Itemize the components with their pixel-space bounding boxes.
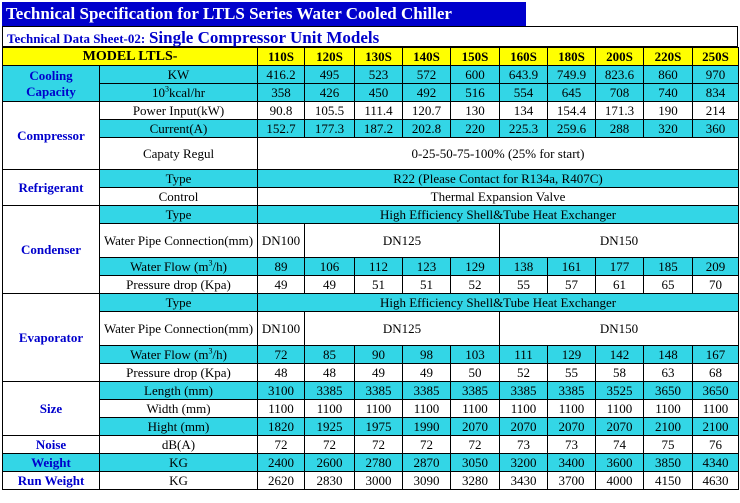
row-kw xyxy=(3,66,739,84)
value-cell: 2400 xyxy=(258,454,305,472)
value-cell: 177.3 xyxy=(305,120,355,138)
value-cell: 3385 xyxy=(403,382,451,400)
value-cell: 645 xyxy=(548,84,596,102)
row-capacity-regul xyxy=(3,138,739,170)
row-cond-pipe xyxy=(3,224,739,258)
value-cell: 1100 xyxy=(548,400,596,418)
value-cell: 3100 xyxy=(258,382,305,400)
value-cell: 49 xyxy=(305,276,355,294)
evap-type-value: High Efficiency Shell&Tube Heat Exchanger xyxy=(258,294,739,312)
row-label: Current(A) xyxy=(100,120,258,138)
model-col: 120S xyxy=(305,48,355,66)
section-condenser: Condenser xyxy=(3,206,100,294)
row-label: Length (mm) xyxy=(100,382,258,400)
value-cell: 1100 xyxy=(305,400,355,418)
value-cell: 2070 xyxy=(500,418,548,436)
value-cell: 49 xyxy=(258,276,305,294)
value-cell: 834 xyxy=(693,84,739,102)
value-cell: 74 xyxy=(596,436,644,454)
row-label: Type xyxy=(100,294,258,312)
value-cell: 49 xyxy=(403,364,451,382)
row-label: Power Input(kW) xyxy=(100,102,258,120)
control-value: Thermal Expansion Valve xyxy=(258,188,739,206)
row-refrig-type xyxy=(3,170,739,188)
value-cell: 75 xyxy=(644,436,693,454)
value-cell: 73 xyxy=(500,436,548,454)
value-cell: 4340 xyxy=(693,454,739,472)
value-cell: 3385 xyxy=(500,382,548,400)
label-sup: 3 xyxy=(208,258,213,268)
value-cell: 161 xyxy=(548,258,596,276)
model-col: 130S xyxy=(355,48,403,66)
value-cell: 495 xyxy=(305,66,355,84)
value-cell: 450 xyxy=(355,84,403,102)
section-size: Size xyxy=(3,382,100,436)
subtitle-prefix: Technical Data Sheet-02: xyxy=(7,31,146,46)
model-col: 200S xyxy=(596,48,644,66)
pipe-dn150: DN150 xyxy=(500,224,739,258)
value-cell: 426 xyxy=(305,84,355,102)
value-cell: 3430 xyxy=(500,472,548,490)
value-cell: 358 xyxy=(258,84,305,102)
value-cell: 85 xyxy=(305,346,355,364)
row-evap-type xyxy=(3,294,739,312)
row-label: dB(A) xyxy=(100,436,258,454)
row-evap-drop xyxy=(3,364,739,382)
value-cell: 3385 xyxy=(548,382,596,400)
subtitle-main: Single Compressor Unit Models xyxy=(148,28,380,47)
value-cell: 3650 xyxy=(644,382,693,400)
value-cell: 52 xyxy=(500,364,548,382)
value-cell: 49 xyxy=(355,364,403,382)
model-col: 110S xyxy=(258,48,305,66)
value-cell: 1925 xyxy=(305,418,355,436)
value-cell: 3050 xyxy=(451,454,500,472)
value-cell: 72 xyxy=(355,436,403,454)
pipe-dn100: DN100 xyxy=(258,224,305,258)
value-cell: 111 xyxy=(500,346,548,364)
row-kcal xyxy=(3,84,739,102)
value-cell: 50 xyxy=(451,364,500,382)
value-cell: 1100 xyxy=(596,400,644,418)
row-run-weight xyxy=(3,472,739,490)
capacity-regul-value: 0-25-50-75-100% (25% for start) xyxy=(258,138,739,170)
row-label: Width (mm) xyxy=(100,400,258,418)
section-refrigerant: Refrigerant xyxy=(3,170,100,206)
value-cell: 48 xyxy=(258,364,305,382)
value-cell: 2600 xyxy=(305,454,355,472)
value-cell: 3385 xyxy=(451,382,500,400)
value-cell: 4150 xyxy=(644,472,693,490)
label-part: /h) xyxy=(212,347,227,362)
value-cell: 72 xyxy=(305,436,355,454)
value-cell: 72 xyxy=(403,436,451,454)
value-cell: 57 xyxy=(548,276,596,294)
row-label: Pressure drop (Kpa) xyxy=(100,364,258,382)
value-cell: 152.7 xyxy=(258,120,305,138)
value-cell: 1100 xyxy=(644,400,693,418)
row-cond-drop xyxy=(3,276,739,294)
value-cell: 554 xyxy=(500,84,548,102)
model-col: 140S xyxy=(403,48,451,66)
value-cell: 572 xyxy=(403,66,451,84)
section-compressor: Compressor xyxy=(3,102,100,170)
value-cell: 130 xyxy=(451,102,500,120)
value-cell: 202.8 xyxy=(403,120,451,138)
value-cell: 111.4 xyxy=(355,102,403,120)
value-cell: 288 xyxy=(596,120,644,138)
model-col: 150S xyxy=(451,48,500,66)
value-cell: 2620 xyxy=(258,472,305,490)
row-label: Water Pipe Connection(mm) xyxy=(100,224,258,258)
value-cell: 3700 xyxy=(548,472,596,490)
value-cell: 214 xyxy=(693,102,739,120)
row-width xyxy=(3,400,739,418)
value-cell: 3280 xyxy=(451,472,500,490)
value-cell: 360 xyxy=(693,120,739,138)
value-cell: 2100 xyxy=(693,418,739,436)
value-cell: 1975 xyxy=(355,418,403,436)
value-cell: 740 xyxy=(644,84,693,102)
value-cell: 523 xyxy=(355,66,403,84)
value-cell: 4630 xyxy=(693,472,739,490)
value-cell: 1100 xyxy=(355,400,403,418)
value-cell: 89 xyxy=(258,258,305,276)
row-length xyxy=(3,382,739,400)
value-cell: 2100 xyxy=(644,418,693,436)
value-cell: 73 xyxy=(548,436,596,454)
value-cell: 2780 xyxy=(355,454,403,472)
value-cell: 123 xyxy=(403,258,451,276)
row-label xyxy=(100,84,258,102)
value-cell: 3400 xyxy=(548,454,596,472)
value-cell: 600 xyxy=(451,66,500,84)
row-evap-flow xyxy=(3,346,739,364)
value-cell: 2070 xyxy=(596,418,644,436)
value-cell: 3000 xyxy=(355,472,403,490)
row-label xyxy=(100,346,258,364)
header-row xyxy=(3,48,739,66)
value-cell: 58 xyxy=(596,364,644,382)
label-part: Water Flow (m xyxy=(130,259,209,274)
value-cell: 154.4 xyxy=(548,102,596,120)
row-height xyxy=(3,418,739,436)
row-control xyxy=(3,188,739,206)
model-col: 220S xyxy=(644,48,693,66)
value-cell: 51 xyxy=(355,276,403,294)
model-col: 250S xyxy=(693,48,739,66)
value-cell: 63 xyxy=(644,364,693,382)
value-cell: 3600 xyxy=(596,454,644,472)
value-cell: 68 xyxy=(693,364,739,382)
spec-table xyxy=(2,47,739,490)
model-col: 180S xyxy=(548,48,596,66)
value-cell: 185 xyxy=(644,258,693,276)
row-power-input xyxy=(3,102,739,120)
sheet-title: Technical Specification for LTLS Series Water Cooled Chiller xyxy=(2,2,526,26)
section-noise: Noise xyxy=(3,436,100,454)
section-weight: Weight xyxy=(3,454,100,472)
value-cell: 190 xyxy=(644,102,693,120)
value-cell: 225.3 xyxy=(500,120,548,138)
row-label: Type xyxy=(100,206,258,224)
label-sup: 3 xyxy=(208,346,213,356)
row-label: Pressure drop (Kpa) xyxy=(100,276,258,294)
value-cell: 177 xyxy=(596,258,644,276)
label-part: Water Flow (m xyxy=(130,347,209,362)
value-cell: 1990 xyxy=(403,418,451,436)
value-cell: 72 xyxy=(451,436,500,454)
value-cell: 55 xyxy=(500,276,548,294)
value-cell: 320 xyxy=(644,120,693,138)
value-cell: 98 xyxy=(403,346,451,364)
value-cell: 3200 xyxy=(500,454,548,472)
row-label: Capaty Regul xyxy=(100,138,258,170)
row-label: Control xyxy=(100,188,258,206)
value-cell: 643.9 xyxy=(500,66,548,84)
row-label xyxy=(100,258,258,276)
value-cell: 72 xyxy=(258,346,305,364)
value-cell: 148 xyxy=(644,346,693,364)
sheet-subtitle xyxy=(2,26,738,47)
value-cell: 1100 xyxy=(451,400,500,418)
value-cell: 823.6 xyxy=(596,66,644,84)
value-cell: 167 xyxy=(693,346,739,364)
row-label: Type xyxy=(100,170,258,188)
value-cell: 105.5 xyxy=(305,102,355,120)
pipe-dn150: DN150 xyxy=(500,312,739,346)
value-cell: 1100 xyxy=(693,400,739,418)
value-cell: 65 xyxy=(644,276,693,294)
cond-type-value: High Efficiency Shell&Tube Heat Exchanger xyxy=(258,206,739,224)
row-label: KG xyxy=(100,472,258,490)
value-cell: 259.6 xyxy=(548,120,596,138)
value-cell: 1100 xyxy=(403,400,451,418)
value-cell: 749.9 xyxy=(548,66,596,84)
row-label: Water Pipe Connection(mm) xyxy=(100,312,258,346)
value-cell: 209 xyxy=(693,258,739,276)
value-cell: 171.3 xyxy=(596,102,644,120)
value-cell: 3850 xyxy=(644,454,693,472)
value-cell: 3525 xyxy=(596,382,644,400)
row-label: KG xyxy=(100,454,258,472)
value-cell: 134 xyxy=(500,102,548,120)
value-cell: 708 xyxy=(596,84,644,102)
value-cell: 1100 xyxy=(258,400,305,418)
value-cell: 187.2 xyxy=(355,120,403,138)
value-cell: 70 xyxy=(693,276,739,294)
value-cell: 129 xyxy=(548,346,596,364)
value-cell: 90.8 xyxy=(258,102,305,120)
row-cond-type xyxy=(3,206,739,224)
value-cell: 106 xyxy=(305,258,355,276)
refrig-type-value: R22 (Please Contact for R134a, R407C) xyxy=(258,170,739,188)
value-cell: 860 xyxy=(644,66,693,84)
value-cell: 3385 xyxy=(355,382,403,400)
value-cell: 72 xyxy=(258,436,305,454)
value-cell: 970 xyxy=(693,66,739,84)
label-part: /h) xyxy=(212,259,227,274)
row-label: Hight (mm) xyxy=(100,418,258,436)
value-cell: 51 xyxy=(403,276,451,294)
pipe-dn100: DN100 xyxy=(258,312,305,346)
value-cell: 1100 xyxy=(500,400,548,418)
row-label: KW xyxy=(100,66,258,84)
model-label: MODEL LTLS- xyxy=(3,48,258,66)
value-cell: 142 xyxy=(596,346,644,364)
row-current xyxy=(3,120,739,138)
value-cell: 1820 xyxy=(258,418,305,436)
value-cell: 2830 xyxy=(305,472,355,490)
pipe-dn125: DN125 xyxy=(305,312,500,346)
value-cell: 3385 xyxy=(305,382,355,400)
value-cell: 48 xyxy=(305,364,355,382)
model-col: 160S xyxy=(500,48,548,66)
row-weight xyxy=(3,454,739,472)
value-cell: 492 xyxy=(403,84,451,102)
value-cell: 120.7 xyxy=(403,102,451,120)
row-noise xyxy=(3,436,739,454)
pipe-dn125: DN125 xyxy=(305,224,500,258)
label-part: 10 xyxy=(151,85,165,100)
value-cell: 4000 xyxy=(596,472,644,490)
row-cond-flow xyxy=(3,258,739,276)
value-cell: 2070 xyxy=(548,418,596,436)
value-cell: 516 xyxy=(451,84,500,102)
value-cell: 416.2 xyxy=(258,66,305,84)
label-sup: 3 xyxy=(164,84,169,94)
section-run-weight: Run Weight xyxy=(3,472,100,490)
value-cell: 129 xyxy=(451,258,500,276)
value-cell: 76 xyxy=(693,436,739,454)
value-cell: 61 xyxy=(596,276,644,294)
value-cell: 3090 xyxy=(403,472,451,490)
value-cell: 55 xyxy=(548,364,596,382)
section-evaporator: Evaporator xyxy=(3,294,100,382)
value-cell: 3650 xyxy=(693,382,739,400)
label-part: kcal/hr xyxy=(168,85,206,100)
value-cell: 138 xyxy=(500,258,548,276)
value-cell: 103 xyxy=(451,346,500,364)
value-cell: 220 xyxy=(451,120,500,138)
value-cell: 90 xyxy=(355,346,403,364)
value-cell: 2870 xyxy=(403,454,451,472)
row-evap-pipe xyxy=(3,312,739,346)
value-cell: 52 xyxy=(451,276,500,294)
value-cell: 2070 xyxy=(451,418,500,436)
value-cell: 112 xyxy=(355,258,403,276)
section-cooling: Cooling Capacity xyxy=(3,66,100,102)
